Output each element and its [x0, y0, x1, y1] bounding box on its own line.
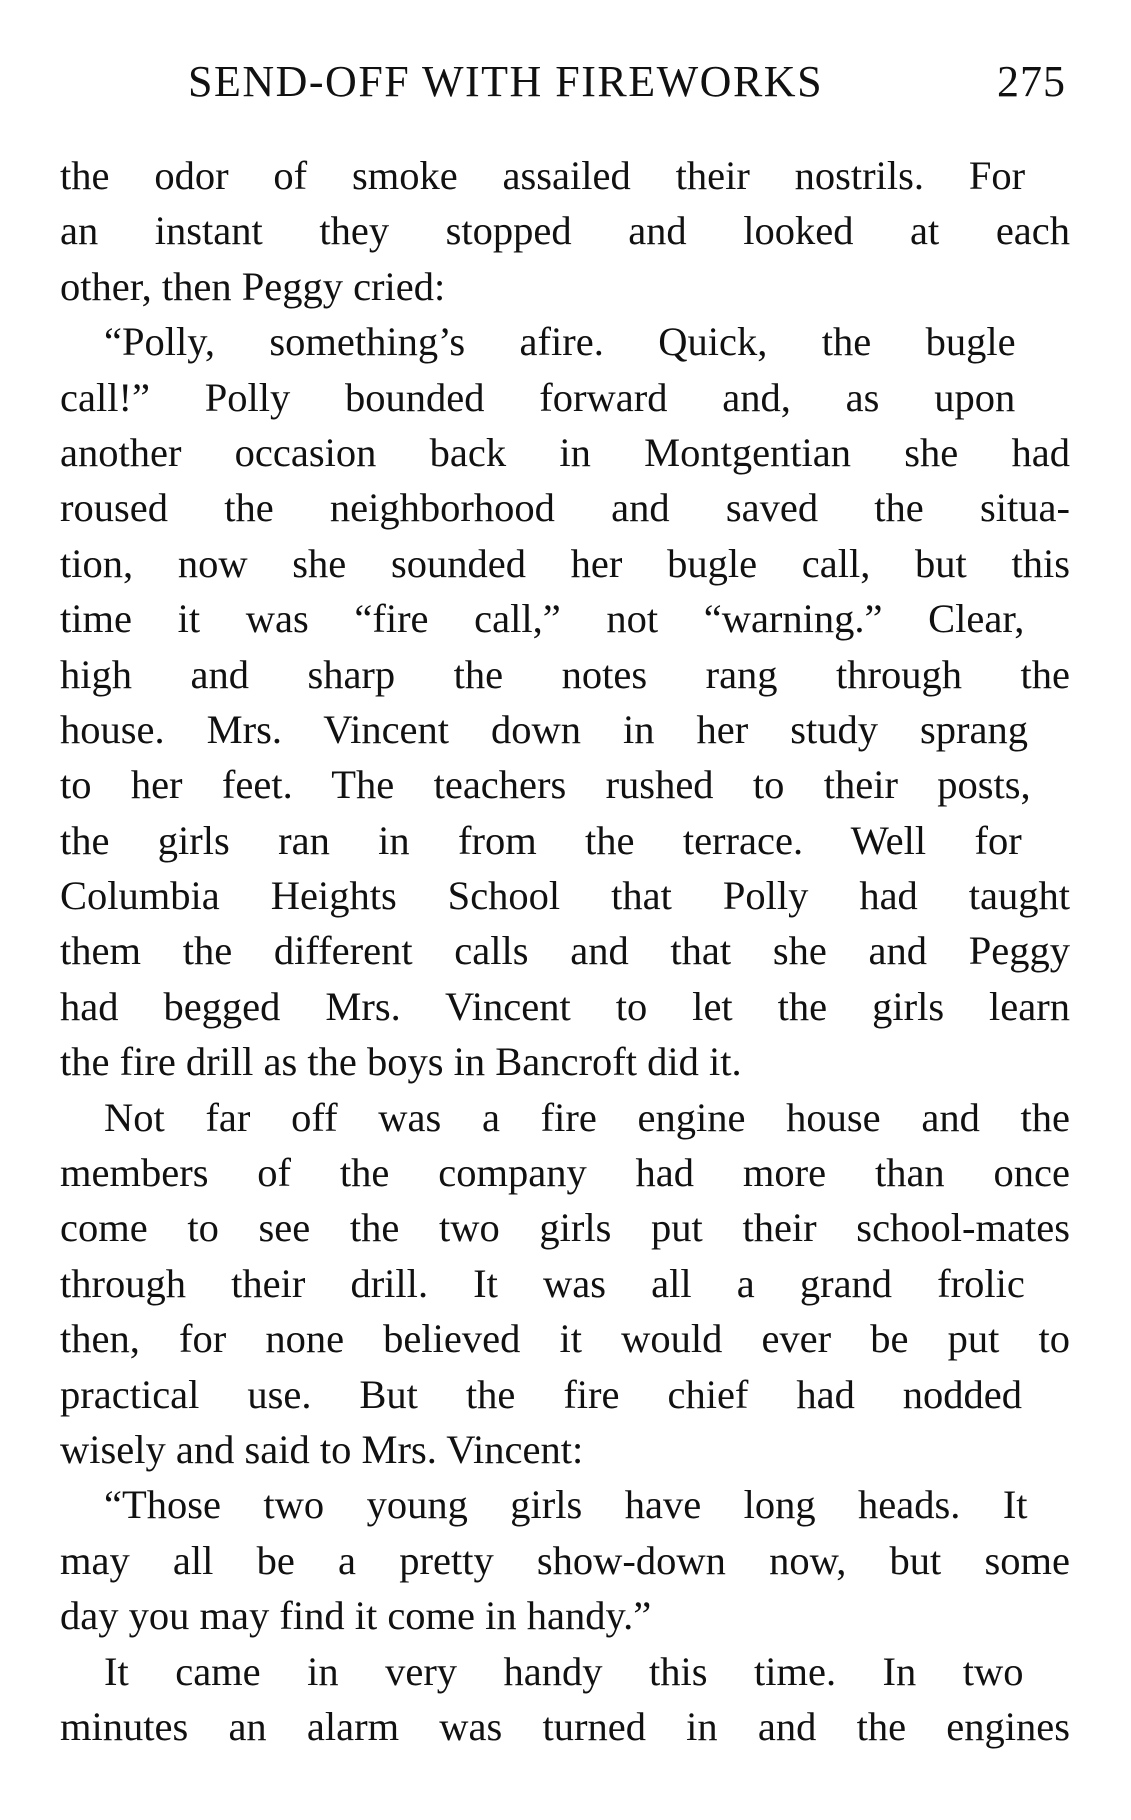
text-line: time it was “fire call,” not “warning.” Clear, — [60, 596, 1025, 642]
text-line: to her feet. The teachers rushed to their posts, — [60, 762, 1031, 808]
text-line: roused the neighborhood and saved the situa- — [60, 485, 1070, 531]
text-line: through their drill. It was all a grand frolic — [60, 1260, 1025, 1306]
text-line: minutes an alarm was turned in and the engines — [60, 1703, 1070, 1749]
text-line: practical use. But the fire chief had nodded — [60, 1371, 1023, 1417]
running-head — [188, 56, 1066, 112]
text-line: Columbia Heights School that Polly had taught — [60, 873, 1070, 919]
text-line: “Those two young girls have long heads. It — [104, 1482, 1028, 1528]
text-line: may all be a pretty show-down now, but some — [60, 1537, 1070, 1583]
text-line: the girls ran in from the terrace. Well for — [60, 817, 1022, 863]
text-line: then, for none believed it would ever be put to — [60, 1316, 1070, 1362]
text-line: day you may find it come in handy.” — [60, 1593, 652, 1639]
text-line: house. Mrs. Vincent down in her study sprang — [60, 706, 1028, 752]
text-line: wisely and said to Mrs. Vincent: — [60, 1426, 584, 1472]
text-line: them the different calls and that she and Peggy — [60, 928, 1070, 974]
text-line: the fire drill as the boys in Bancroft did it. — [60, 1039, 742, 1085]
text-line: It came in very handy this time. In two — [104, 1648, 1024, 1694]
page-number: 275 — [997, 57, 1066, 106]
text-line: come to see the two girls put their school-mates — [60, 1205, 1070, 1251]
body-text — [60, 148, 1070, 1754]
text-line: an instant they stopped and looked at each — [60, 208, 1070, 254]
text-line: call!” Polly bounded forward and, as upon — [60, 374, 1016, 420]
text-line: had begged Mrs. Vincent to let the girls learn — [60, 983, 1070, 1029]
chapter-title: SEND-OFF WITH FIREWORKS — [188, 57, 824, 106]
text-line: members of the company had more than once — [60, 1150, 1070, 1196]
text-line: high and sharp the notes rang through the — [60, 651, 1070, 697]
book-page — [60, 0, 1070, 1820]
text-line: the odor of smoke assailed their nostrils. For — [60, 153, 1026, 198]
text-line: “Polly, something’s afire. Quick, the bugle — [104, 319, 1016, 365]
text-line: other, then Peggy cried: — [60, 263, 446, 309]
text-line: Not far off was a fire engine house and the — [104, 1094, 1070, 1140]
text-line: another occasion back in Montgentian she had — [60, 429, 1070, 475]
text-line: tion, now she sounded her bugle call, but this — [60, 540, 1070, 586]
